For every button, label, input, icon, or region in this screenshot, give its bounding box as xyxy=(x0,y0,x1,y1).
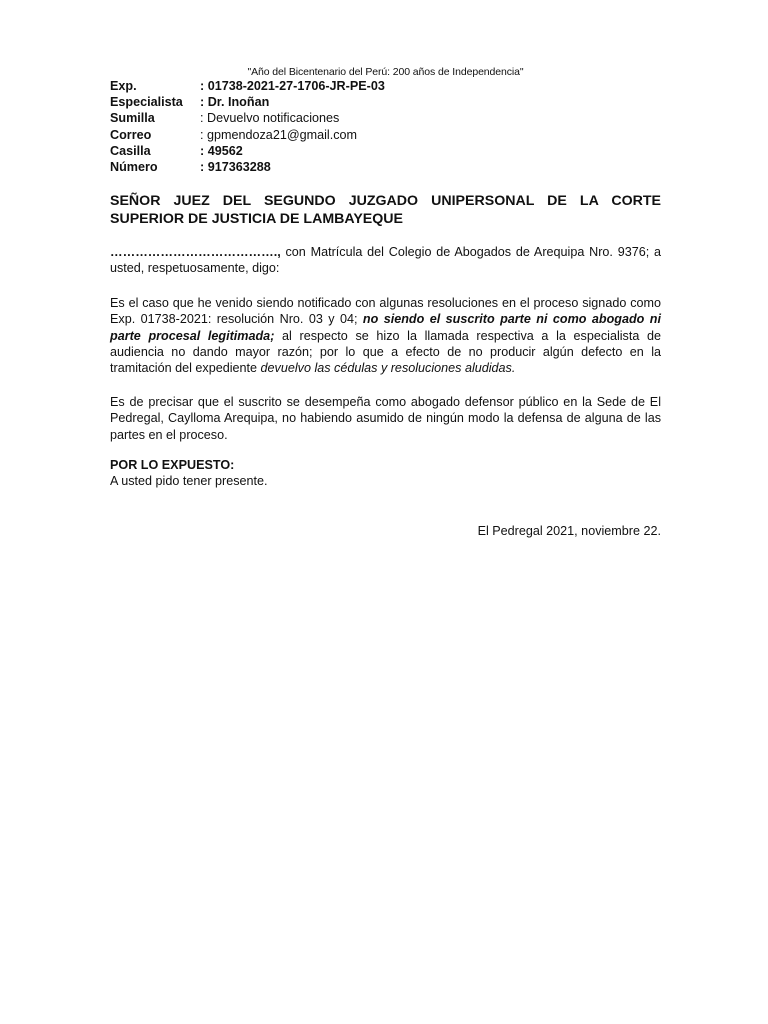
closing-heading: POR LO EXPUESTO: xyxy=(110,458,235,472)
header-label-correo: Correo xyxy=(110,127,152,142)
closing-block xyxy=(110,457,661,490)
header-row-sumilla xyxy=(110,110,661,126)
body-paragraph-1-emphasis: no siendo el suscrito parte ni como abogado ni parte procesal legitimada; xyxy=(110,312,661,343)
header-label-especialista: Especialista xyxy=(110,95,183,110)
header-label-exp: Exp. xyxy=(110,79,137,93)
header-row-casilla xyxy=(110,143,661,159)
header-label-casilla: Casilla xyxy=(110,143,151,158)
header-row-numero xyxy=(110,159,661,175)
addressee-heading: SEÑOR JUEZ DEL SEGUNDO JUZGADO UNIPERSONAL DE LA CORTE SUPERIOR DE JUSTICIA DE LAMBAYEQUE xyxy=(110,193,661,227)
year-motto: "Año del Bicentenario del Perú: 200 años de Independencia" xyxy=(247,66,524,78)
closing-text: A usted pido tener presente. xyxy=(110,474,268,489)
body-paragraph-1-italic: devuelvo las cédulas y resoluciones aludidas. xyxy=(260,361,516,376)
header-row-exp xyxy=(110,78,661,94)
header-value-correo: : gpmendoza21@gmail.com xyxy=(200,127,357,142)
date-line: El Pedregal 2021, noviembre 22. xyxy=(477,524,661,538)
body-paragraph-1-part1: Es el caso que he venido siendo notificado con algunas resoluciones en el proceso signado como Exp. 01738-2021: resolución Nro. 03 y 04; xyxy=(110,296,661,327)
intro-text: con Matrícula del Colegio de Abogados de Arequipa Nro. 9376; a usted, respetuosamente, digo: xyxy=(110,245,661,276)
header-row-correo xyxy=(110,127,661,143)
header-value-numero: : 917363288 xyxy=(200,159,271,174)
header-value-exp: : 01738-2021-27-1706-JR-PE-03 xyxy=(200,79,385,93)
name-placeholder-dots: …………………………………., xyxy=(110,245,281,259)
body-paragraph-1 xyxy=(110,295,661,376)
body-paragraph-1-part3: al respecto se hizo la llamada respectiva a la especialista de audiencia no dando mayor razón; por lo que a efecto de no producir algún defecto en la tramitación del expediente xyxy=(110,328,661,376)
header-value-especialista: : Dr. Inoñan xyxy=(200,95,270,110)
header-label-sumilla: Sumilla xyxy=(110,111,155,126)
header-value-casilla: : 49562 xyxy=(200,143,243,158)
header-row-especialista xyxy=(110,94,661,110)
intro-paragraph xyxy=(110,244,661,277)
body-paragraph-2: Es de precisar que el suscrito se desempeña como abogado defensor público en la Sede de El Pedregal, Caylloma Arequipa, no habiendo asumido de ningún modo la defensa de alguna de las partes en el proceso. xyxy=(110,395,661,442)
header-label-numero: Número xyxy=(110,159,158,174)
case-header xyxy=(110,78,661,175)
header-value-sumilla: : Devuelvo notificaciones xyxy=(200,111,340,126)
